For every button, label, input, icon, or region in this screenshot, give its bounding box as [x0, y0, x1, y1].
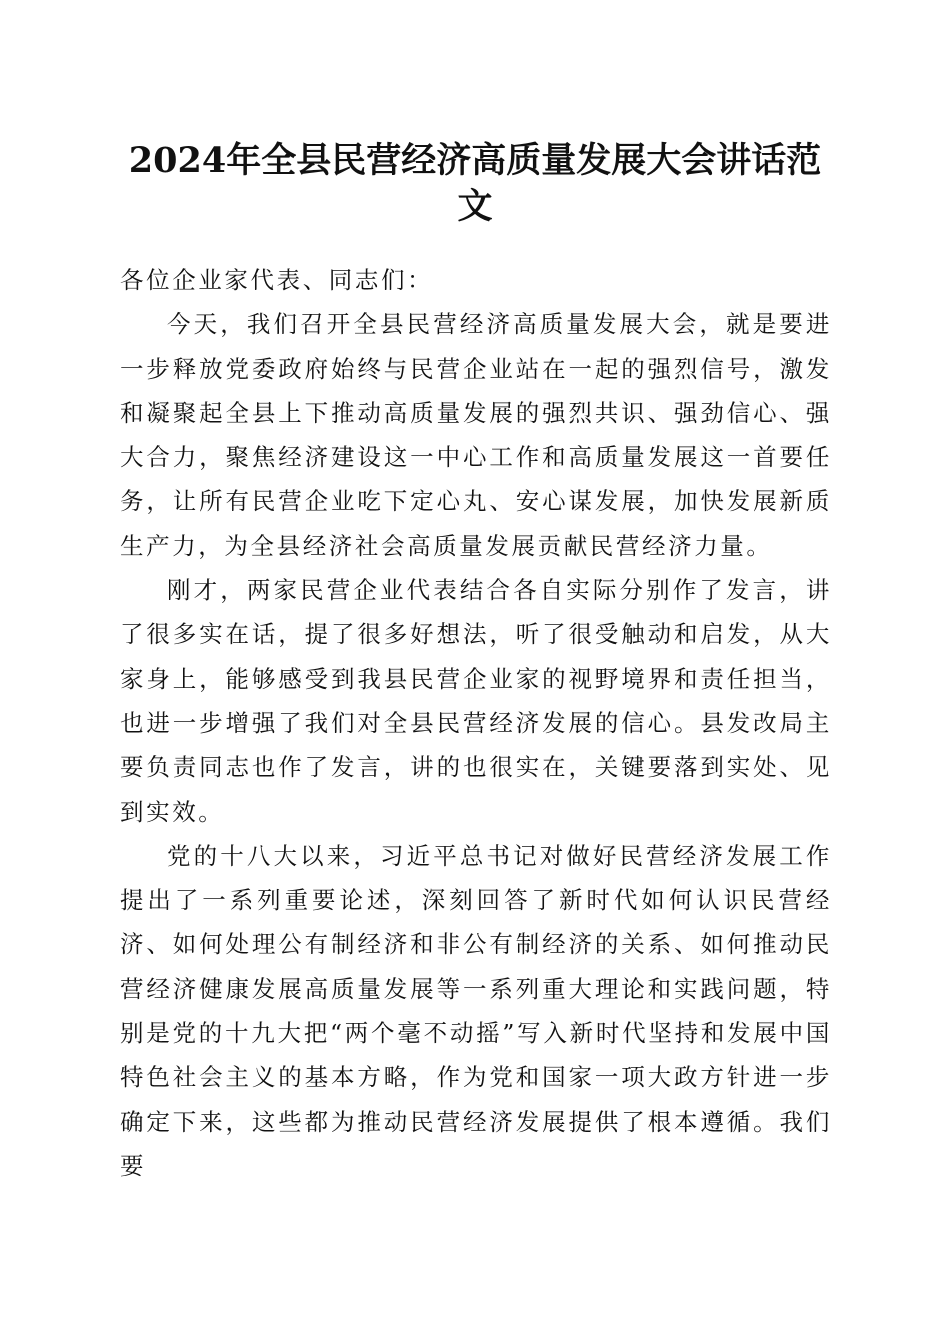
paragraph-2: 刚才，两家民营企业代表结合各自实际分别作了发言，讲了很多实在话，提了很多好想法，听了很受触动和启发，从大家身上，能够感受到我县民营企业家的视野境界和责任担当，也进一步增强了我们对全县民营经济发展的信心。县发改局主要负责同志也作了发言，讲的也很实在，关键要落到实处、见到实效。 — [120, 576, 832, 826]
paragraph-1: 今天，我们召开全县民营经济高质量发展大会，就是要进一步释放党委政府始终与民营企业站在一起的强烈信号，激发和凝聚起全县上下推动高质量发展的强烈共识、强劲信心、强大合力，聚焦经济建设这一中心工作和高质量发展这一首要任务，让所有民营企业吃下定心丸、安心谋发展，加快发展新质生产力，为全县经济社会高质量发展贡献民营经济力量。 — [120, 310, 832, 560]
document-title: 2024年全县民营经济高质量发展大会讲话范文 — [128, 140, 822, 227]
document-body — [120, 258, 832, 1188]
salutation: 各位企业家代表、同志们： — [120, 266, 434, 294]
paragraph-3: 党的十八大以来，习近平总书记对做好民营经济发展工作提出了一系列重要论述，深刻回答了新时代如何认识民营经济、如何处理公有制经济和非公有制经济的关系、如何推动民营经济健康发展高质量发展等一系列重大理论和实践问题，特别是党的十九大把“两个毫不动摇”写入新时代坚持和发展中国特色社会主义的基本方略，作为党和国家一项大政方针进一步确定下来，这些都为推动民营经济发展提供了根本遵循。我们要 — [120, 841, 832, 1180]
